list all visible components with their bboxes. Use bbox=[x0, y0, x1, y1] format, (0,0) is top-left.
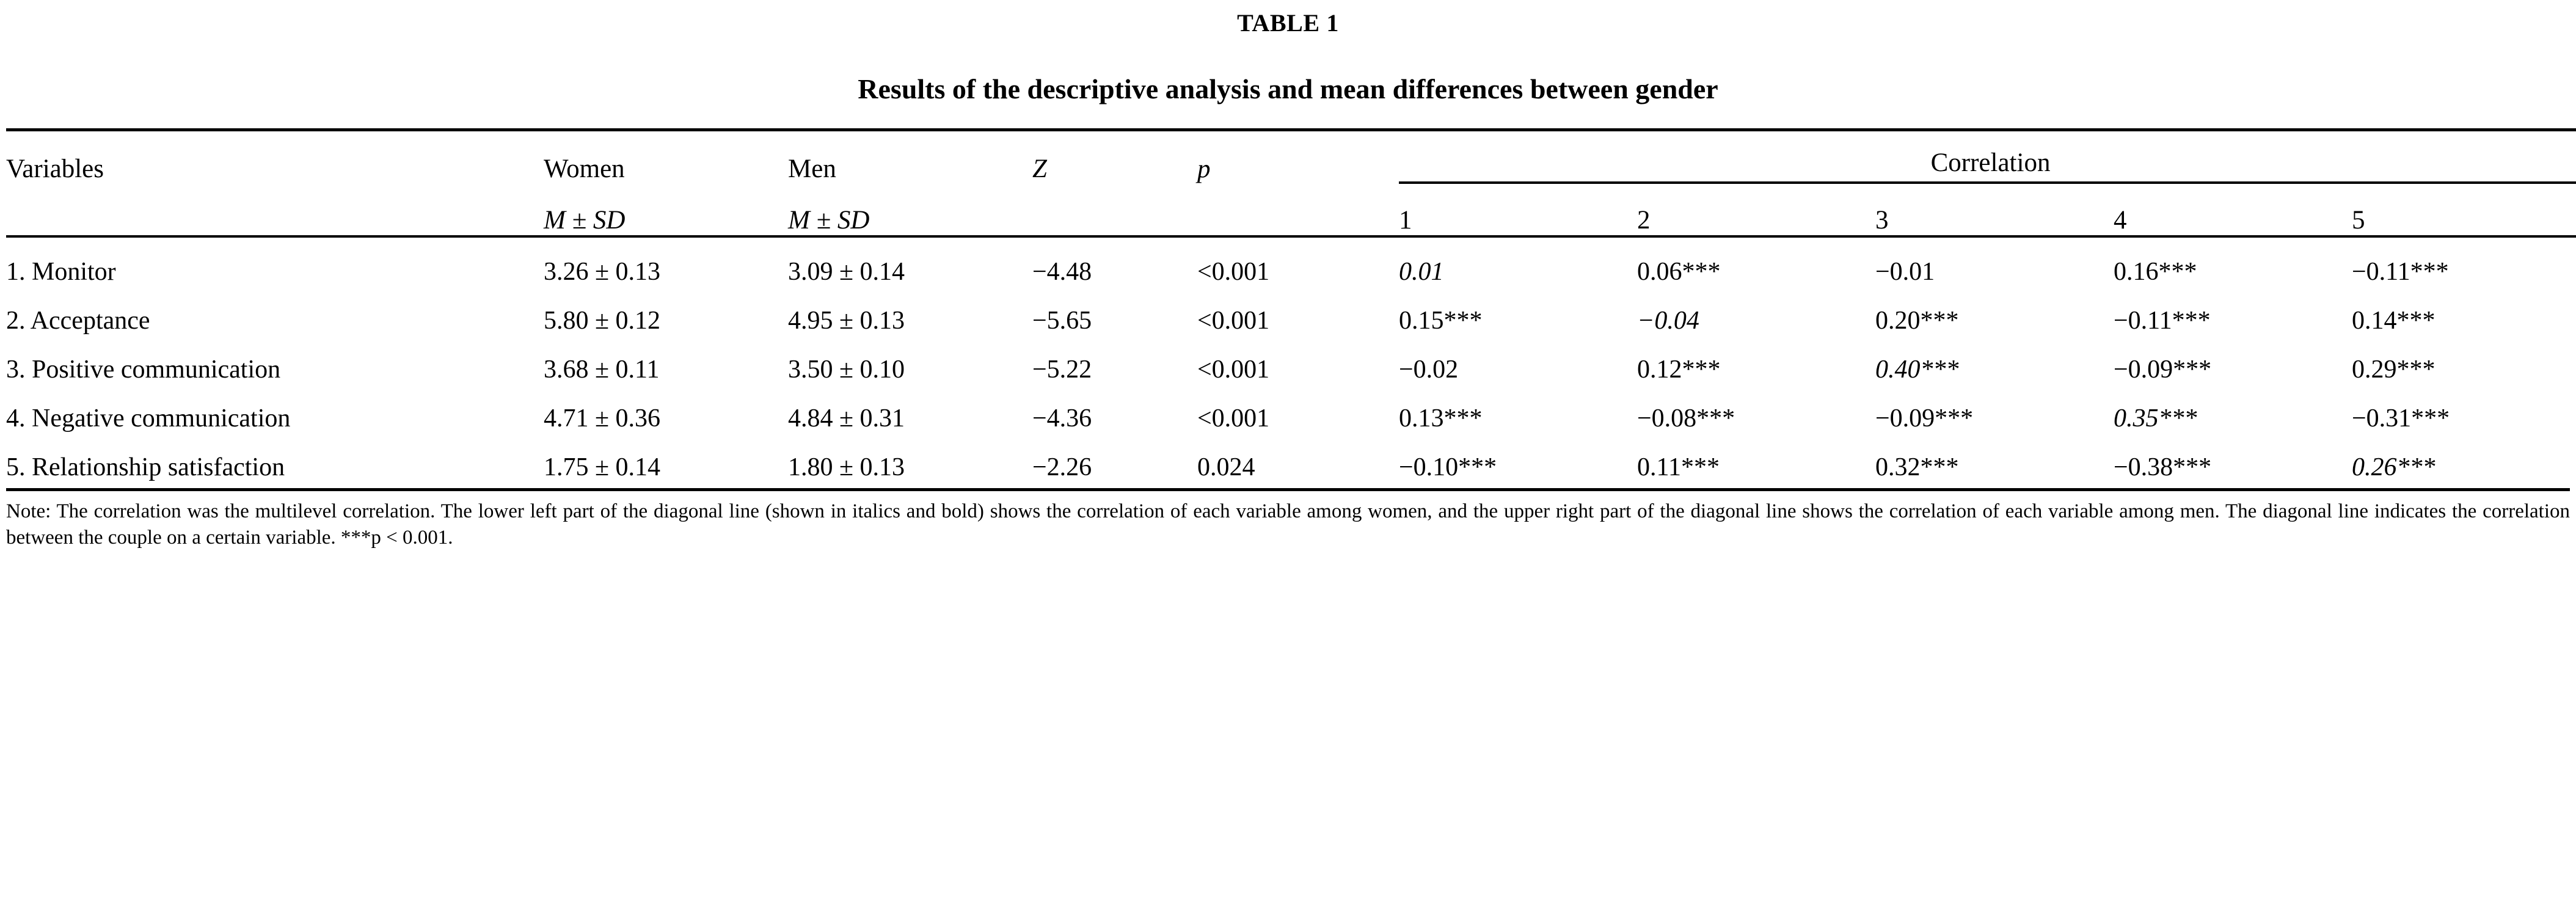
row-women: 1.75 ± 0.14 bbox=[544, 453, 661, 481]
header-correlation bbox=[1399, 130, 2576, 184]
header-corr-3: 3 bbox=[1875, 184, 2114, 236]
header-variables-sub bbox=[6, 184, 544, 236]
table-row bbox=[6, 384, 2576, 433]
table-row bbox=[6, 287, 2576, 335]
row-corr-4: −0.38*** bbox=[2114, 453, 2212, 481]
row-p: <0.001 bbox=[1197, 356, 1270, 384]
header-women: Women bbox=[544, 130, 788, 184]
header-corr-4: 4 bbox=[2114, 184, 2352, 236]
row-women: 3.68 ± 0.11 bbox=[544, 356, 660, 384]
row-p: <0.001 bbox=[1197, 307, 1270, 335]
row-corr-2: −0.08*** bbox=[1637, 404, 1735, 433]
table-row bbox=[6, 433, 2576, 482]
row-men: 3.09 ± 0.14 bbox=[788, 258, 905, 286]
row-z: −5.65 bbox=[1032, 307, 1092, 335]
row-corr-1: −0.02 bbox=[1399, 356, 1459, 384]
header-corr-1: 1 bbox=[1399, 184, 1637, 236]
header-z: Z bbox=[1032, 130, 1197, 184]
table-title: Results of the descriptive analysis and mean differences between gender bbox=[858, 73, 1718, 104]
row-variable: 4. Negative communication bbox=[6, 404, 291, 433]
row-corr-5: 0.29*** bbox=[2352, 356, 2436, 384]
row-corr-2: −0.04 bbox=[1637, 307, 1699, 335]
row-corr-3: 0.40*** bbox=[1875, 356, 1959, 384]
row-men: 4.84 ± 0.31 bbox=[788, 404, 905, 433]
row-p: <0.001 bbox=[1197, 404, 1270, 433]
table-row bbox=[6, 335, 2576, 384]
row-corr-4: 0.35*** bbox=[2114, 404, 2197, 433]
header-p: p bbox=[1197, 130, 1399, 184]
table-row bbox=[6, 236, 2576, 287]
document-page bbox=[0, 9, 2576, 909]
row-z: −4.36 bbox=[1032, 404, 1092, 433]
row-corr-3: −0.01 bbox=[1875, 258, 1935, 286]
header-correlation-label: Correlation bbox=[1399, 148, 2576, 184]
header-men: Men bbox=[788, 130, 1032, 184]
header-men-msd: M ± SD bbox=[788, 184, 1032, 236]
row-corr-1: −0.10*** bbox=[1399, 453, 1497, 481]
row-corr-5: −0.11*** bbox=[2352, 258, 2449, 286]
row-women: 3.26 ± 0.13 bbox=[544, 258, 661, 286]
row-men: 3.50 ± 0.10 bbox=[788, 356, 905, 384]
row-variable: 3. Positive communication bbox=[6, 356, 281, 384]
table-label: TABLE 1 bbox=[1237, 9, 1339, 37]
row-corr-4: −0.11*** bbox=[2114, 307, 2211, 335]
row-corr-1: 0.15*** bbox=[1399, 307, 1483, 335]
row-men: 1.80 ± 0.13 bbox=[788, 453, 905, 481]
row-corr-5: 0.26*** bbox=[2352, 453, 2436, 481]
row-women: 4.71 ± 0.36 bbox=[544, 404, 661, 433]
table-note: Note: The correlation was the multilevel correlation. The lower left part of the diagonal line (shown in italics and bold) shows the correlation of each variable among women, and the upper right part of the diagonal line shows the correlation of each variable among men. The diagonal line indicates the correlation between the couple on a certain variable. ***p < 0.001. bbox=[6, 488, 2570, 551]
header-corr-2: 2 bbox=[1637, 184, 1875, 236]
row-z: −5.22 bbox=[1032, 356, 1092, 384]
row-variable: 5. Relationship satisfaction bbox=[6, 453, 285, 481]
table-header-row-2 bbox=[6, 184, 2576, 236]
header-variables: Variables bbox=[6, 130, 544, 184]
row-p: 0.024 bbox=[1197, 453, 1255, 481]
row-corr-4: −0.09*** bbox=[2114, 356, 2212, 384]
header-corr-5: 5 bbox=[2352, 184, 2576, 236]
row-corr-2: 0.11*** bbox=[1637, 453, 1720, 481]
results-table bbox=[6, 128, 2576, 482]
row-men: 4.95 ± 0.13 bbox=[788, 307, 905, 335]
row-variable: 1. Monitor bbox=[6, 258, 116, 286]
row-corr-2: 0.12*** bbox=[1637, 356, 1721, 384]
row-corr-5: 0.14*** bbox=[2352, 307, 2436, 335]
row-women: 5.80 ± 0.12 bbox=[544, 307, 661, 335]
row-corr-3: 0.32*** bbox=[1875, 453, 1959, 481]
row-corr-1: 0.01 bbox=[1399, 258, 1444, 286]
row-z: −4.48 bbox=[1032, 258, 1092, 286]
header-z-sub bbox=[1032, 184, 1197, 236]
header-women-msd: M ± SD bbox=[544, 184, 788, 236]
row-corr-5: −0.31*** bbox=[2352, 404, 2450, 433]
table-header-row-1 bbox=[6, 130, 2576, 184]
row-corr-2: 0.06*** bbox=[1637, 258, 1721, 286]
row-corr-4: 0.16*** bbox=[2114, 258, 2197, 286]
row-corr-1: 0.13*** bbox=[1399, 404, 1483, 433]
row-corr-3: 0.20*** bbox=[1875, 307, 1959, 335]
header-p-sub bbox=[1197, 184, 1399, 236]
row-p: <0.001 bbox=[1197, 258, 1270, 286]
row-z: −2.26 bbox=[1032, 453, 1092, 481]
row-variable: 2. Acceptance bbox=[6, 307, 150, 335]
row-corr-3: −0.09*** bbox=[1875, 404, 1974, 433]
